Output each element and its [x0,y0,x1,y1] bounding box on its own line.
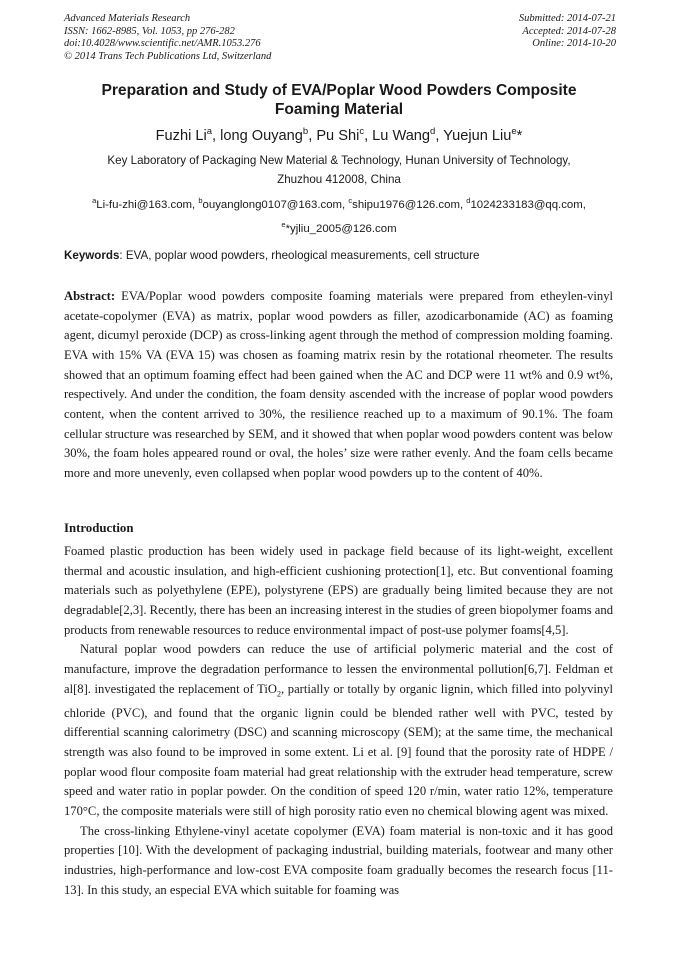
author-sup: b [302,126,309,137]
subscript: 2 [276,689,281,699]
email-sup: e [281,219,286,229]
email-address: *yjliu_2005@126.com [285,222,397,235]
online-date: Online: 2014-10-20 [532,38,616,50]
submitted-date: Submitted: 2014-07-21 [518,13,616,24]
keywords [64,249,624,263]
author-sep: , [308,127,317,144]
abstract-text: EVA/Poplar wood powders composite foaming materials were prepared from etheylen-vinyl acetate-copolymer (EVA) as matrix, poplar wood powders as filler, azodicarbonamide (AC) as foaming agent, dicumyl peroxide (DCP) as cross-linking agent through the method of compression molding foaming. EVA with 15% VA (EVA 15) was chosen as foaming matrix resin by the rotational rheometer. The results showed that an optimum foaming effect had been gained when the AC and DCP were 11 wt% and 0.9 wt%, respectively. And under the condition, the foam density ascended with the increase of poplar wood powders content, when the content arrived to 30%, the resilience reached up to a maximum of 90.1%. The foam cellular structure was researched by SEM, and it showed that when poplar wood powders content was below 30%, the foam holes appeared round or oval, the holes’ size were rather evenly. And the foam cells became more and more unevenly, even collapsed when poplar wood powders up to the content of 40%. [64,289,613,480]
author-name: Lu Wang [372,127,431,144]
author-emails [0,191,678,239]
title-line-2: Foaming Material [274,101,404,118]
affiliation-line-1: Key Laboratory of Packaging New Material & Technology, Hunan University of Technology, [107,154,571,167]
doi-line: doi:10.4028/www.scientific.net/AMR.1053.276 [64,38,261,50]
paper-title [0,81,678,119]
issn-line: ISSN: 1662-8985, Vol. 1053, pp 276-282 [64,25,235,37]
author-name: Yuejun Liu [443,127,512,144]
title-line-1: Preparation and Study of EVA/Poplar Wood Powders Composite [101,82,577,99]
email-sep: , [192,198,199,211]
paragraph: The cross-linking Ethylene-vinyl acetate copolymer (EVA) foam material is non-toxic and it has good properties [10]. With the development of packaging industrial, building materials, footwear and many other industries, high-performance and low-cost EVA composite foam gradually becomes the research focus [11-13]. In this study, an especial EVA which suitable for foaming was [64,823,613,897]
email-sep: , [459,198,467,211]
email-address: Li-fu-zhi@163.com [96,198,193,211]
affiliation [0,151,678,189]
author-name: Pu Shi [316,127,360,144]
paragraph [64,640,613,821]
keywords-text: : EVA, poplar wood powders, rheological measurements, cell structure [119,249,480,262]
email-sep: , [582,198,586,211]
author-sep: * [516,127,523,144]
email-line-2 [0,215,678,239]
email-sup: a [92,196,97,205]
author-name: long Ouyang [220,127,303,144]
author-sep: , [364,127,373,144]
email-address: 1024233183@qq.com [470,198,583,211]
affiliation-line-2: Zhuzhou 412008, China [277,173,401,186]
author-sep: , [435,127,444,144]
author-sep: , [212,127,221,144]
author-sup: e [511,126,517,137]
author-sup: c [359,126,365,137]
email-address: shipu1976@126.com [352,198,460,211]
paragraph-text: , partially or totally by organic lignin, which filled into polyvinyl chloride (PVC), and found that the organic lignin could be blended rather well with PVC, tested by differential scanning calorimetry (DSC) and scanning microscopy (SEM); at the same time, the mechanical strength was also found to be improved in some extent. Li et al. [9] found that the porosity rate of HDPE / poplar wood flour composite foam material had great relationship with the extruder head temperature, screw speed and water ratio in poplar powder. On the condition of speed 120 r/min, water ratio 12%, temperature 170°C, the composite materials were still of high porosity ratio even no chemical blowing agent was mixed. [64,681,614,819]
keywords-label: Keywords [64,249,120,262]
paragraph: Foamed plastic production has been widely used in package field because of its light-weight, excellent thermal and acoustic insulation, and high-efficient cushioning protection[1], etc. But conventional foaming materials such as polyethylene (EPE), polystyrene (EPS) are gradually being limited because they are not degradable[2,3]. Recently, there has been an increasing interest in the studies of green biopolymer foams and products from renewable resources to reduce environmental impact of post-use polymer foams[4,5]. [64,544,613,637]
email-sup: c [348,196,353,205]
paragraph-text: Natural poplar wood powders can reduce the use of artificial polymeric material and the cost of manufacture, improve the degradation performance to lessen the environmental pollution[6,7]. Feldman et al[8]. investigated the replacement of TiO [64,642,613,696]
author-name: Fuzhi Li [155,127,207,144]
introduction-body [64,542,613,900]
copyright-line: © 2014 Trans Tech Publications Ltd, Switzerland [64,50,272,62]
accepted-date: Accepted: 2014-07-28 [522,25,616,37]
email-sup: d [466,196,471,205]
abstract [64,287,613,484]
publication-dates [519,13,616,51]
journal-info [64,13,271,63]
author-sup: d [430,126,436,137]
author-sup: a [206,126,213,137]
email-line-1 [0,191,678,215]
email-sup: b [198,196,203,205]
journal-name: Advanced Materials Research [64,13,191,24]
section-heading-introduction: Introduction [64,521,134,535]
email-sep: , [342,198,349,211]
author-list [0,123,678,145]
abstract-label: Abstract: [64,289,116,303]
email-address: ouyanglong0107@163.com [202,198,343,211]
